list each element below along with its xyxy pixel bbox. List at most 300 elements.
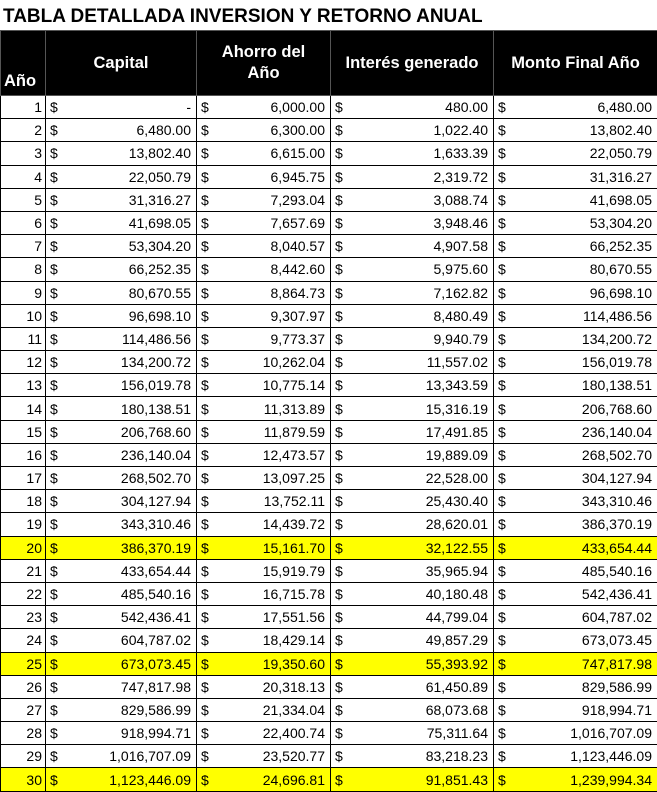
cell-interes[interactable] — [331, 327, 494, 350]
cell-capital[interactable] — [46, 536, 197, 559]
cell-interes[interactable] — [331, 281, 494, 304]
cell-ahorro[interactable] — [197, 188, 331, 211]
currency-symbol: $ — [201, 772, 209, 788]
currency-symbol: $ — [201, 447, 209, 463]
cell-interes[interactable] — [331, 119, 494, 142]
cell-year[interactable]: 4 — [1, 165, 46, 188]
cell-capital[interactable] — [46, 698, 197, 721]
cell-year[interactable]: 18 — [1, 490, 46, 513]
investment-table — [0, 30, 657, 792]
cell-year[interactable]: 10 — [1, 304, 46, 327]
cell-capital[interactable] — [46, 327, 197, 350]
currency-symbol: $ — [335, 122, 343, 138]
cell-capital-value: 156,019.78 — [46, 377, 196, 393]
cell-ahorro-value: 6,945.75 — [197, 169, 330, 185]
table-row — [1, 374, 657, 397]
currency-symbol: $ — [335, 516, 343, 532]
cell-ahorro-value: 6,615.00 — [197, 145, 330, 161]
currency-symbol: $ — [50, 192, 58, 208]
cell-ahorro-value: 23,520.77 — [197, 748, 330, 764]
cell-interes[interactable] — [331, 142, 494, 165]
cell-ahorro[interactable] — [197, 722, 331, 745]
currency-symbol: $ — [50, 586, 58, 602]
cell-ahorro[interactable] — [197, 768, 331, 791]
currency-symbol: $ — [335, 308, 343, 324]
cell-ahorro[interactable] — [197, 652, 331, 675]
table-row — [1, 397, 657, 420]
cell-year[interactable]: 14 — [1, 397, 46, 420]
cell-year[interactable]: 7 — [1, 235, 46, 258]
currency-symbol: $ — [498, 99, 506, 115]
cell-capital[interactable] — [46, 397, 197, 420]
currency-symbol: $ — [335, 772, 343, 788]
cell-capital[interactable] — [46, 119, 197, 142]
cell-interes[interactable] — [331, 675, 494, 698]
currency-symbol: $ — [498, 122, 506, 138]
table-row — [1, 119, 657, 142]
cell-ahorro-value: 16,715.78 — [197, 586, 330, 602]
currency-symbol: $ — [498, 377, 506, 393]
cell-interes[interactable] — [331, 490, 494, 513]
currency-symbol: $ — [201, 656, 209, 672]
cell-ahorro-value: 12,473.57 — [197, 447, 330, 463]
cell-capital-value: 66,252.35 — [46, 261, 196, 277]
header-year[interactable]: Año — [1, 31, 46, 96]
cell-monto[interactable] — [494, 211, 657, 234]
currency-symbol: $ — [498, 145, 506, 161]
cell-capital[interactable] — [46, 629, 197, 652]
header-monto[interactable]: Monto Final Año — [494, 31, 657, 96]
cell-interes[interactable] — [331, 582, 494, 605]
cell-interes[interactable] — [331, 165, 494, 188]
cell-monto[interactable] — [494, 327, 657, 350]
currency-symbol: $ — [50, 702, 58, 718]
table-row — [1, 142, 657, 165]
currency-symbol: $ — [498, 238, 506, 254]
currency-symbol: $ — [201, 238, 209, 254]
cell-year[interactable]: 13 — [1, 374, 46, 397]
cell-year[interactable]: 20 — [1, 536, 46, 559]
currency-symbol: $ — [50, 238, 58, 254]
currency-symbol: $ — [498, 609, 506, 625]
currency-symbol: $ — [498, 656, 506, 672]
cell-capital[interactable] — [46, 281, 197, 304]
cell-interes-value: 40,180.48 — [331, 586, 493, 602]
table-row — [1, 559, 657, 582]
cell-year[interactable]: 29 — [1, 745, 46, 768]
cell-capital-value: 268,502.70 — [46, 470, 196, 486]
cell-ahorro-value: 6,300.00 — [197, 122, 330, 138]
currency-symbol: $ — [498, 540, 506, 556]
cell-ahorro-value: 19,350.60 — [197, 656, 330, 672]
cell-capital[interactable] — [46, 304, 197, 327]
currency-symbol: $ — [201, 192, 209, 208]
cell-capital[interactable] — [46, 165, 197, 188]
cell-capital-value: 747,817.98 — [46, 679, 196, 695]
currency-symbol: $ — [201, 702, 209, 718]
cell-interes[interactable] — [331, 629, 494, 652]
cell-capital-value: 343,310.46 — [46, 516, 196, 532]
currency-symbol: $ — [50, 656, 58, 672]
cell-monto-value: 31,316.27 — [494, 169, 657, 185]
currency-symbol: $ — [50, 308, 58, 324]
cell-monto[interactable] — [494, 258, 657, 281]
cell-interes[interactable] — [331, 722, 494, 745]
cell-capital[interactable] — [46, 606, 197, 629]
currency-symbol: $ — [50, 493, 58, 509]
cell-ahorro[interactable] — [197, 467, 331, 490]
cell-interes[interactable] — [331, 768, 494, 791]
currency-symbol: $ — [498, 192, 506, 208]
cell-monto[interactable] — [494, 606, 657, 629]
cell-monto[interactable] — [494, 698, 657, 721]
currency-symbol: $ — [50, 377, 58, 393]
cell-capital-value: 236,140.04 — [46, 447, 196, 463]
currency-symbol: $ — [335, 169, 343, 185]
cell-ahorro[interactable] — [197, 698, 331, 721]
cell-interes[interactable] — [331, 467, 494, 490]
table-body — [1, 96, 657, 792]
cell-monto[interactable] — [494, 188, 657, 211]
currency-symbol: $ — [201, 493, 209, 509]
cell-capital[interactable] — [46, 513, 197, 536]
cell-monto[interactable] — [494, 513, 657, 536]
cell-capital[interactable] — [46, 467, 197, 490]
cell-year[interactable]: 2 — [1, 119, 46, 142]
cell-ahorro[interactable] — [197, 374, 331, 397]
currency-symbol: $ — [498, 285, 506, 301]
currency-symbol: $ — [335, 331, 343, 347]
cell-ahorro[interactable] — [197, 559, 331, 582]
cell-interes-value: 32,122.55 — [331, 540, 493, 556]
currency-symbol: $ — [201, 331, 209, 347]
currency-symbol: $ — [201, 354, 209, 370]
cell-monto-value: 542,436.41 — [494, 586, 657, 602]
cell-ahorro[interactable] — [197, 582, 331, 605]
currency-symbol: $ — [335, 354, 343, 370]
cell-monto-value: 22,050.79 — [494, 145, 657, 161]
cell-ahorro-value: 6,000.00 — [197, 99, 330, 115]
cell-ahorro[interactable] — [197, 304, 331, 327]
cell-monto[interactable] — [494, 443, 657, 466]
cell-interes[interactable] — [331, 211, 494, 234]
cell-capital-value: 1,123,446.09 — [46, 772, 196, 788]
cell-interes-value: 17,491.85 — [331, 424, 493, 440]
cell-capital[interactable] — [46, 142, 197, 165]
cell-ahorro[interactable] — [197, 142, 331, 165]
cell-year[interactable]: 25 — [1, 652, 46, 675]
cell-year[interactable]: 12 — [1, 351, 46, 374]
cell-monto-value: 206,768.60 — [494, 401, 657, 417]
cell-monto-value: 53,304.20 — [494, 215, 657, 231]
currency-symbol: $ — [201, 377, 209, 393]
cell-monto[interactable] — [494, 490, 657, 513]
cell-capital-value: 673,073.45 — [46, 656, 196, 672]
cell-year[interactable]: 17 — [1, 467, 46, 490]
cell-monto-value: 13,802.40 — [494, 122, 657, 138]
cell-interes[interactable] — [331, 606, 494, 629]
cell-interes[interactable] — [331, 698, 494, 721]
currency-symbol: $ — [201, 169, 209, 185]
cell-ahorro[interactable] — [197, 211, 331, 234]
cell-capital[interactable] — [46, 768, 197, 791]
currency-symbol: $ — [201, 609, 209, 625]
cell-capital-value: 829,586.99 — [46, 702, 196, 718]
currency-symbol: $ — [201, 563, 209, 579]
cell-capital-value: 114,486.56 — [46, 331, 196, 347]
cell-interes[interactable] — [331, 235, 494, 258]
cell-capital-value: 41,698.05 — [46, 215, 196, 231]
cell-ahorro[interactable] — [197, 119, 331, 142]
cell-monto-value: 134,200.72 — [494, 331, 657, 347]
cell-ahorro[interactable] — [197, 165, 331, 188]
cell-monto[interactable] — [494, 165, 657, 188]
cell-year[interactable]: 8 — [1, 258, 46, 281]
cell-year[interactable]: 16 — [1, 443, 46, 466]
cell-year[interactable]: 26 — [1, 675, 46, 698]
currency-symbol: $ — [498, 215, 506, 231]
cell-capital[interactable] — [46, 188, 197, 211]
cell-monto[interactable] — [494, 96, 657, 119]
cell-interes[interactable] — [331, 420, 494, 443]
cell-capital-value: 13,802.40 — [46, 145, 196, 161]
cell-ahorro[interactable] — [197, 490, 331, 513]
cell-monto[interactable] — [494, 559, 657, 582]
cell-year[interactable]: 22 — [1, 582, 46, 605]
cell-capital[interactable] — [46, 490, 197, 513]
cell-capital-value: 22,050.79 — [46, 169, 196, 185]
cell-capital[interactable] — [46, 443, 197, 466]
currency-symbol: $ — [335, 401, 343, 417]
cell-monto[interactable] — [494, 768, 657, 791]
cell-capital[interactable] — [46, 745, 197, 768]
cell-monto[interactable] — [494, 304, 657, 327]
table-row — [1, 745, 657, 768]
cell-interes[interactable] — [331, 304, 494, 327]
cell-year[interactable]: 9 — [1, 281, 46, 304]
cell-monto[interactable] — [494, 467, 657, 490]
currency-symbol: $ — [50, 215, 58, 231]
cell-ahorro[interactable] — [197, 536, 331, 559]
currency-symbol: $ — [201, 424, 209, 440]
cell-ahorro[interactable] — [197, 606, 331, 629]
cell-interes[interactable] — [331, 652, 494, 675]
cell-year[interactable]: 1 — [1, 96, 46, 119]
cell-ahorro[interactable] — [197, 351, 331, 374]
cell-year[interactable]: 28 — [1, 722, 46, 745]
cell-capital[interactable] — [46, 235, 197, 258]
cell-interes[interactable] — [331, 559, 494, 582]
cell-ahorro[interactable] — [197, 96, 331, 119]
cell-capital[interactable] — [46, 258, 197, 281]
cell-interes-value: 480.00 — [331, 99, 493, 115]
cell-monto-value: 41,698.05 — [494, 192, 657, 208]
cell-ahorro[interactable] — [197, 629, 331, 652]
currency-symbol: $ — [498, 725, 506, 741]
cell-monto[interactable] — [494, 745, 657, 768]
cell-year[interactable]: 3 — [1, 142, 46, 165]
cell-monto[interactable] — [494, 235, 657, 258]
cell-ahorro-value: 11,313.89 — [197, 401, 330, 417]
currency-symbol: $ — [50, 285, 58, 301]
cell-ahorro[interactable] — [197, 235, 331, 258]
cell-interes-value: 75,311.64 — [331, 725, 493, 741]
table-row — [1, 281, 657, 304]
currency-symbol: $ — [201, 285, 209, 301]
table-row — [1, 188, 657, 211]
cell-year[interactable]: 11 — [1, 327, 46, 350]
currency-symbol: $ — [498, 516, 506, 532]
cell-year[interactable]: 6 — [1, 211, 46, 234]
cell-capital[interactable] — [46, 211, 197, 234]
cell-ahorro[interactable] — [197, 745, 331, 768]
cell-interes[interactable] — [331, 351, 494, 374]
cell-ahorro[interactable] — [197, 513, 331, 536]
cell-capital-value: 386,370.19 — [46, 540, 196, 556]
cell-interes-value: 4,907.58 — [331, 238, 493, 254]
cell-capital-value: 180,138.51 — [46, 401, 196, 417]
cell-interes[interactable] — [331, 513, 494, 536]
currency-symbol: $ — [201, 516, 209, 532]
cell-ahorro[interactable] — [197, 397, 331, 420]
cell-monto[interactable] — [494, 374, 657, 397]
currency-symbol: $ — [335, 99, 343, 115]
cell-ahorro-value: 13,752.11 — [197, 493, 330, 509]
currency-symbol: $ — [335, 702, 343, 718]
cell-monto[interactable] — [494, 351, 657, 374]
cell-monto-value: 180,138.51 — [494, 377, 657, 393]
cell-capital[interactable] — [46, 351, 197, 374]
table-row — [1, 768, 657, 791]
cell-ahorro-value: 20,318.13 — [197, 679, 330, 695]
cell-capital[interactable] — [46, 675, 197, 698]
cell-interes[interactable] — [331, 374, 494, 397]
cell-monto[interactable] — [494, 582, 657, 605]
table-row — [1, 165, 657, 188]
currency-symbol: $ — [201, 215, 209, 231]
table-row — [1, 420, 657, 443]
currency-symbol: $ — [201, 540, 209, 556]
cell-interes-value: 3,948.46 — [331, 215, 493, 231]
cell-ahorro[interactable] — [197, 281, 331, 304]
cell-interes-value: 2,319.72 — [331, 169, 493, 185]
cell-interes[interactable] — [331, 96, 494, 119]
cell-year[interactable]: 15 — [1, 420, 46, 443]
cell-monto-value: 829,586.99 — [494, 679, 657, 695]
currency-symbol: $ — [201, 725, 209, 741]
currency-symbol: $ — [335, 748, 343, 764]
cell-capital[interactable] — [46, 559, 197, 582]
cell-capital[interactable] — [46, 652, 197, 675]
cell-monto[interactable] — [494, 652, 657, 675]
cell-ahorro[interactable] — [197, 675, 331, 698]
cell-year[interactable]: 30 — [1, 768, 46, 791]
cell-capital[interactable] — [46, 96, 197, 119]
cell-interes-value: 7,162.82 — [331, 285, 493, 301]
currency-symbol: $ — [50, 679, 58, 695]
cell-ahorro[interactable] — [197, 258, 331, 281]
header-ahorro[interactable] — [197, 31, 331, 96]
currency-symbol: $ — [201, 99, 209, 115]
cell-interes[interactable] — [331, 188, 494, 211]
cell-capital-value: 604,787.02 — [46, 632, 196, 648]
cell-monto-value: 433,654.44 — [494, 540, 657, 556]
cell-monto[interactable] — [494, 629, 657, 652]
cell-interes-value: 28,620.01 — [331, 516, 493, 532]
cell-year[interactable]: 27 — [1, 698, 46, 721]
currency-symbol: $ — [335, 493, 343, 509]
cell-capital[interactable] — [46, 420, 197, 443]
cell-interes-value: 19,889.09 — [331, 447, 493, 463]
cell-capital[interactable] — [46, 374, 197, 397]
cell-interes[interactable] — [331, 258, 494, 281]
cell-year[interactable]: 23 — [1, 606, 46, 629]
cell-monto-value: 6,480.00 — [494, 99, 657, 115]
cell-monto-value: 485,540.16 — [494, 563, 657, 579]
cell-interes-value: 5,975.60 — [331, 261, 493, 277]
cell-monto-value: 1,123,446.09 — [494, 748, 657, 764]
cell-capital-value: 304,127.94 — [46, 493, 196, 509]
table-row — [1, 258, 657, 281]
cell-interes-value: 13,343.59 — [331, 377, 493, 393]
cell-ahorro-value: 8,040.57 — [197, 238, 330, 254]
cell-capital[interactable] — [46, 722, 197, 745]
cell-capital-value: 206,768.60 — [46, 424, 196, 440]
cell-interes-value: 9,940.79 — [331, 331, 493, 347]
cell-ahorro[interactable] — [197, 420, 331, 443]
cell-ahorro-value: 8,864.73 — [197, 285, 330, 301]
cell-monto[interactable] — [494, 722, 657, 745]
currency-symbol: $ — [498, 331, 506, 347]
currency-symbol: $ — [498, 632, 506, 648]
header-capital[interactable]: Capital — [46, 31, 197, 96]
cell-monto[interactable] — [494, 420, 657, 443]
cell-monto[interactable] — [494, 281, 657, 304]
header-row — [1, 31, 657, 96]
cell-monto-value: 268,502.70 — [494, 447, 657, 463]
currency-symbol: $ — [50, 261, 58, 277]
cell-ahorro[interactable] — [197, 443, 331, 466]
table-row — [1, 652, 657, 675]
cell-ahorro-value: 15,919.79 — [197, 563, 330, 579]
cell-monto[interactable] — [494, 675, 657, 698]
cell-monto[interactable] — [494, 536, 657, 559]
cell-interes[interactable] — [331, 397, 494, 420]
currency-symbol: $ — [335, 285, 343, 301]
cell-interes-value: 61,450.89 — [331, 679, 493, 695]
currency-symbol: $ — [498, 354, 506, 370]
cell-interes[interactable] — [331, 745, 494, 768]
currency-symbol: $ — [335, 656, 343, 672]
cell-monto-value: 343,310.46 — [494, 493, 657, 509]
cell-monto[interactable] — [494, 397, 657, 420]
cell-monto[interactable] — [494, 142, 657, 165]
cell-year[interactable]: 21 — [1, 559, 46, 582]
currency-symbol: $ — [335, 679, 343, 695]
table-row — [1, 582, 657, 605]
cell-interes[interactable] — [331, 443, 494, 466]
cell-ahorro-value: 15,161.70 — [197, 540, 330, 556]
cell-ahorro[interactable] — [197, 327, 331, 350]
cell-year[interactable]: 19 — [1, 513, 46, 536]
currency-symbol: $ — [50, 540, 58, 556]
cell-capital[interactable] — [46, 582, 197, 605]
header-interes[interactable]: Interés generado — [331, 31, 494, 96]
cell-year[interactable]: 24 — [1, 629, 46, 652]
cell-interes[interactable] — [331, 536, 494, 559]
cell-monto[interactable] — [494, 119, 657, 142]
cell-year[interactable]: 5 — [1, 188, 46, 211]
